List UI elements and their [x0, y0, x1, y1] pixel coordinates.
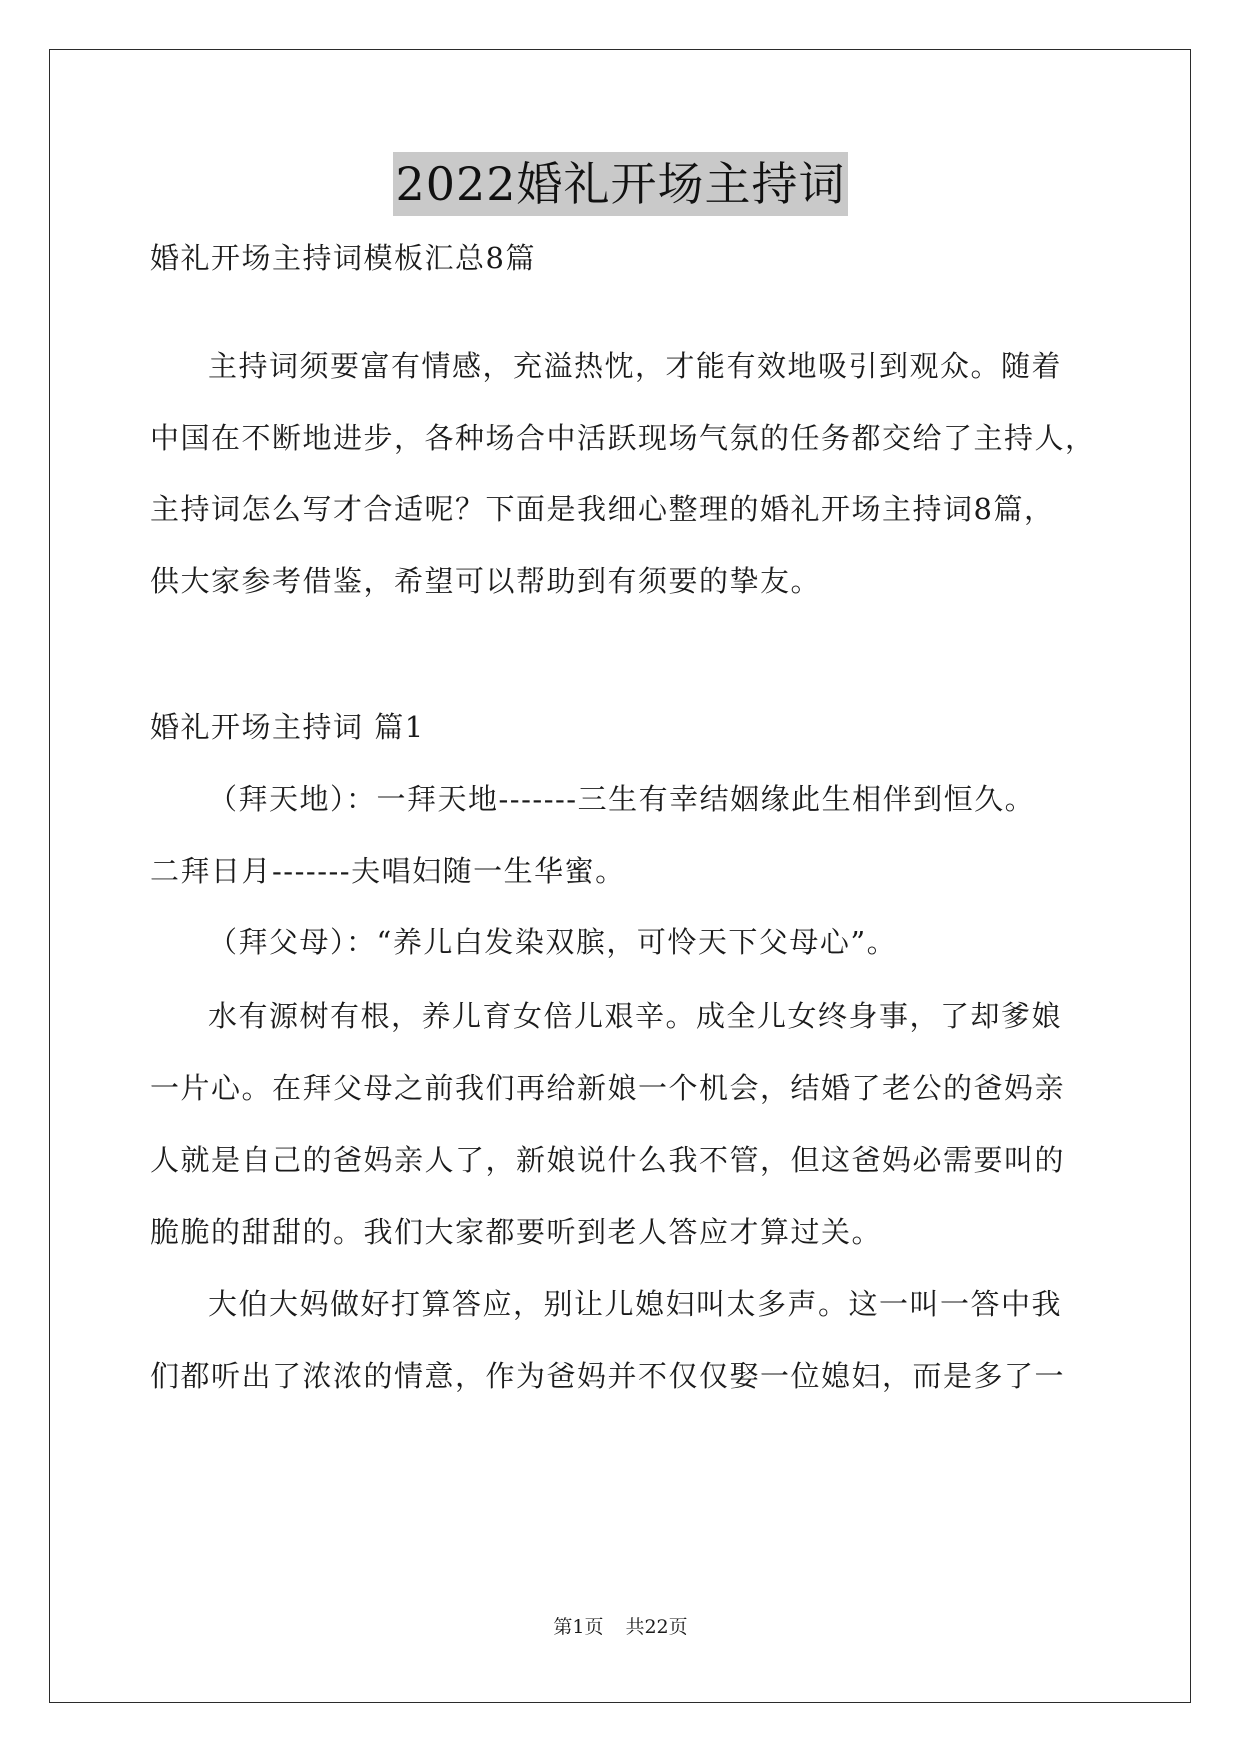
total-pages: 共22页: [625, 1616, 688, 1638]
body-line: 人就是自己的爸妈亲人了，新娘说什么我不管，但这爸妈必需要叫的: [150, 1143, 1066, 1177]
page-number: 第1页: [553, 1616, 604, 1638]
intro-line: 主持词须要富有情感，充溢热忱，才能有效地吸引到观众。随着: [208, 349, 1063, 383]
title-container: [0, 152, 1241, 216]
body-line: 一片心。在拜父母之前我们再给新娘一个机会，结婚了老公的爸妈亲: [150, 1071, 1066, 1105]
body-line: 二拜日月-------夫唱妇随一生华蜜。: [150, 854, 626, 888]
section-heading: 婚礼开场主持词 篇1: [150, 710, 425, 744]
intro-line: 供大家参考借鉴，希望可以帮助到有须要的挚友。: [150, 564, 822, 598]
intro-line: 中国在不断地进步，各种场合中活跃现场气氛的任务都交给了主持人，: [150, 421, 1096, 455]
body-line: 脆脆的甜甜的。我们大家都要听到老人答应才算过关。: [150, 1215, 883, 1249]
document-title: 2022婚礼开场主持词: [393, 152, 847, 216]
body-line: （拜天地）：一拜天地-------三生有幸结姻缘此生相伴到恒久。: [208, 782, 1036, 816]
body-line: 大伯大妈做好打算答应，别让儿媳妇叫太多声。这一叫一答中我: [208, 1287, 1063, 1321]
intro-line: 主持词怎么写才合适呢？下面是我细心整理的婚礼开场主持词8篇，: [150, 492, 1055, 526]
body-line: 水有源树有根，养儿育女倍儿艰辛。成全儿女终身事，了却爹娘: [208, 999, 1063, 1033]
document-subtitle: 婚礼开场主持词模板汇总8篇: [150, 241, 536, 275]
body-line: （拜父母）：“养儿白发染双膑，可怜天下父母心”。: [208, 925, 898, 959]
page-footer: [0, 1614, 1241, 1640]
body-line: 们都听出了浓浓的情意，作为爸妈并不仅仅娶一位媳妇，而是多了一: [150, 1359, 1066, 1393]
